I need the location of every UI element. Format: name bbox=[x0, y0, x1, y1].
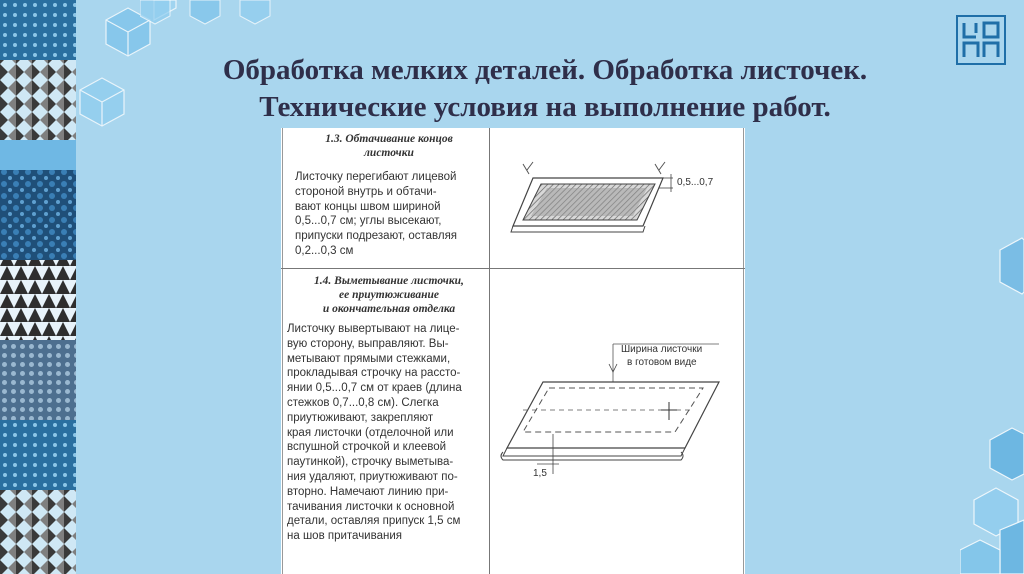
section-1-4-heading-line-1: 1.4. Выметывание листочки, bbox=[314, 275, 464, 287]
text-line: вую сторону, выправляют. Вы- bbox=[287, 337, 449, 350]
page-title bbox=[120, 52, 970, 126]
section-1-3-heading-line-2: листочки bbox=[364, 147, 414, 159]
table-row-divider bbox=[281, 268, 745, 269]
text-line: Листочку вывертывают на лице- bbox=[287, 323, 460, 335]
text-line: Листочку перегибают лицевой bbox=[295, 171, 457, 183]
width-label-line-2: в готовом виде bbox=[627, 357, 697, 368]
text-line: метывают прямыми стежками, bbox=[287, 352, 451, 365]
text-line: янии 0,5...0,7 см от краев (длина bbox=[287, 382, 462, 395]
text-line: вторно. Намечают линию при- bbox=[287, 485, 449, 498]
text-line: края листочки (отделочной или bbox=[287, 426, 454, 439]
text-line: ния удаляют, приутюживают по- bbox=[287, 470, 458, 483]
stitched-ends-diagram bbox=[493, 148, 743, 248]
text-line: припуски подрезают, оставляя bbox=[295, 230, 458, 243]
text-line: детали, оставляя припуск 1,5 см bbox=[287, 515, 461, 528]
title-line-1: Обработка мелких деталей. Обработка листочек. bbox=[222, 54, 868, 86]
section-1-4-heading-line-2: ее приутюживание bbox=[339, 289, 439, 301]
section-1-4-heading bbox=[291, 274, 487, 316]
text-line: прокладывая строчку на рассто- bbox=[287, 367, 461, 380]
section-1-3-text bbox=[295, 170, 457, 259]
dimension-label-0-5-0-7: 0,5...0,7 bbox=[677, 177, 714, 188]
section-1-4-text bbox=[287, 322, 462, 544]
text-line: 0,5...0,7 см; углы высекают, bbox=[295, 215, 442, 228]
table-border-left bbox=[282, 128, 283, 574]
allowance-label-1-5: 1,5 bbox=[533, 468, 547, 479]
text-line: стороной внутрь и обтачи- bbox=[295, 185, 437, 198]
text-line: на шов притачивания bbox=[287, 530, 402, 543]
table-column-divider bbox=[489, 128, 490, 574]
basting-diagram bbox=[493, 338, 743, 488]
text-line: 0,2...0,3 см bbox=[295, 244, 354, 257]
text-line: тачивания листочки к основной bbox=[287, 500, 455, 513]
title-line-2: Технические условия на выполнение работ. bbox=[259, 91, 831, 123]
text-line: паутинкой), строчку выметыва- bbox=[287, 456, 454, 469]
section-1-4-heading-line-3: и окончательная отделка bbox=[322, 303, 456, 315]
text-line: стежков 0,7...0,8 см). Слегка bbox=[287, 396, 439, 409]
decorative-pattern-strip bbox=[0, 0, 76, 574]
section-1-3-heading bbox=[291, 132, 487, 160]
width-label-line-1: Ширина листочки bbox=[621, 344, 703, 355]
decorative-cubes-right bbox=[960, 200, 1024, 574]
decorative-cubes-top bbox=[140, 0, 300, 30]
text-line: приутюживают, закрепляют bbox=[287, 411, 434, 424]
scanned-document-table bbox=[281, 128, 745, 574]
text-line: вспушной строчкой и клеевой bbox=[287, 441, 447, 454]
table-border-right bbox=[743, 128, 744, 574]
text-line: вают концы швом шириной bbox=[295, 200, 441, 213]
section-1-3-heading-line-1: 1.3. Обтачивание концов bbox=[325, 133, 453, 145]
